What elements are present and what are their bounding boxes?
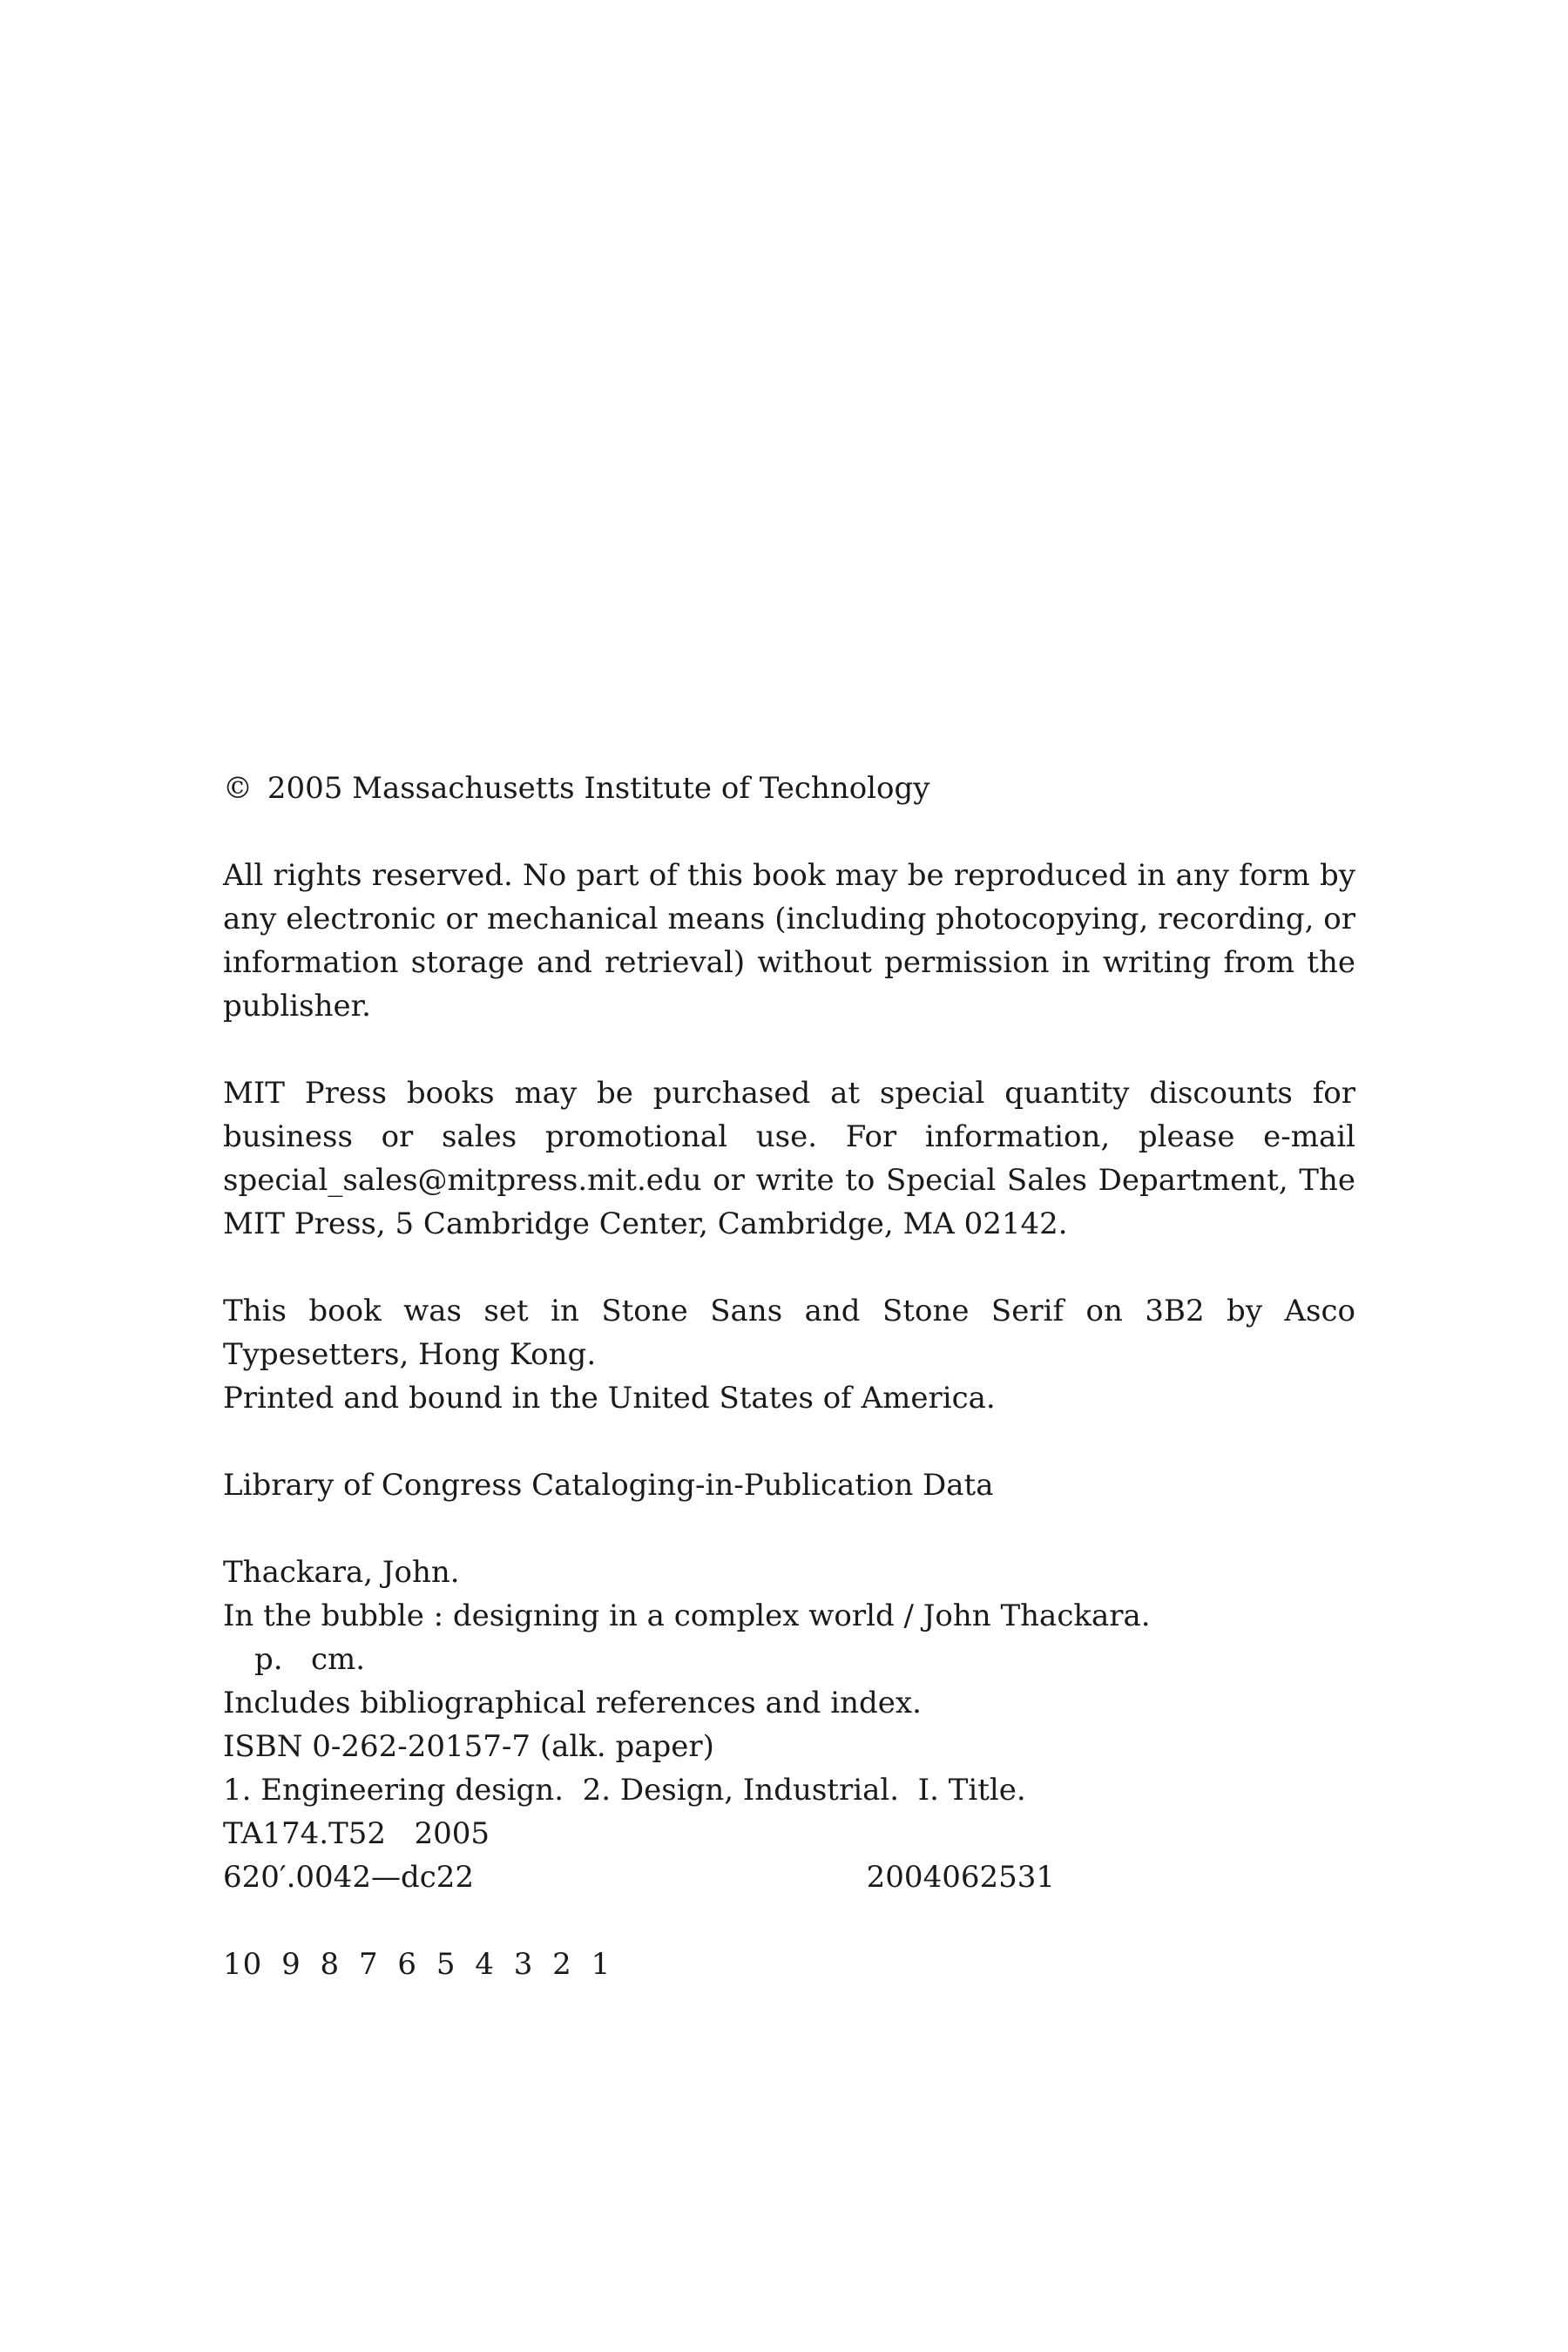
typesetting-note: This book was set in Stone Sans and Stone Serif on 3B2 by Asco Typesetters, Hong Kong. xyxy=(223,1294,1355,1372)
cip-ddc: 620′.0042—dc22 xyxy=(223,1860,475,1895)
cip-physical: p. cm. xyxy=(254,1642,366,1677)
cip-subjects: 1. Engineering design. 2. Design, Industrial. I. Title. xyxy=(223,1773,1026,1808)
cip-record xyxy=(223,1551,1355,1899)
cip-ddc-row xyxy=(223,1855,1055,1899)
cip-title: In the bubble : designing in a complex world / John Thackara. xyxy=(223,1598,1151,1633)
typesetting-block xyxy=(223,1289,1355,1420)
copyright-block xyxy=(223,767,1355,2030)
sales-paragraph: MIT Press books may be purchased at special quantity discounts for business or sales promotional use. For information, please e-mail special_sales@mitpress.mit.edu or write to Special Sales Department, The MIT Press, 5 Cambridge Center, Cambridge, MA 02142. xyxy=(223,1076,1355,1241)
copyright-holder: 2005 Massachusetts Institute of Technology xyxy=(267,771,930,806)
printing-line: 10 9 8 7 6 5 4 3 2 1 xyxy=(223,1947,612,1982)
rights-paragraph: All rights reserved. No part of this book may be reproduced in any form by any electronic or mechanical means (including photocopying, recording, or information storage and retrieval) without permission in writing from the publisher. xyxy=(223,858,1355,1024)
copyright-notice xyxy=(223,767,1355,810)
cip-heading: Library of Congress Cataloging-in-Publication Data xyxy=(223,1468,994,1503)
cip-lcc: TA174.T52 2005 xyxy=(223,1816,490,1851)
cip-author: Thackara, John. xyxy=(223,1555,460,1590)
cip-notes: Includes bibliographical references and index. xyxy=(223,1686,922,1720)
cip-isbn: ISBN 0-262-20157-7 (alk. paper) xyxy=(223,1729,714,1764)
printed-note: Printed and bound in the United States of America. xyxy=(223,1381,996,1416)
cip-lccn: 2004062531 xyxy=(866,1860,1055,1895)
copyright-symbol: © xyxy=(223,771,253,806)
